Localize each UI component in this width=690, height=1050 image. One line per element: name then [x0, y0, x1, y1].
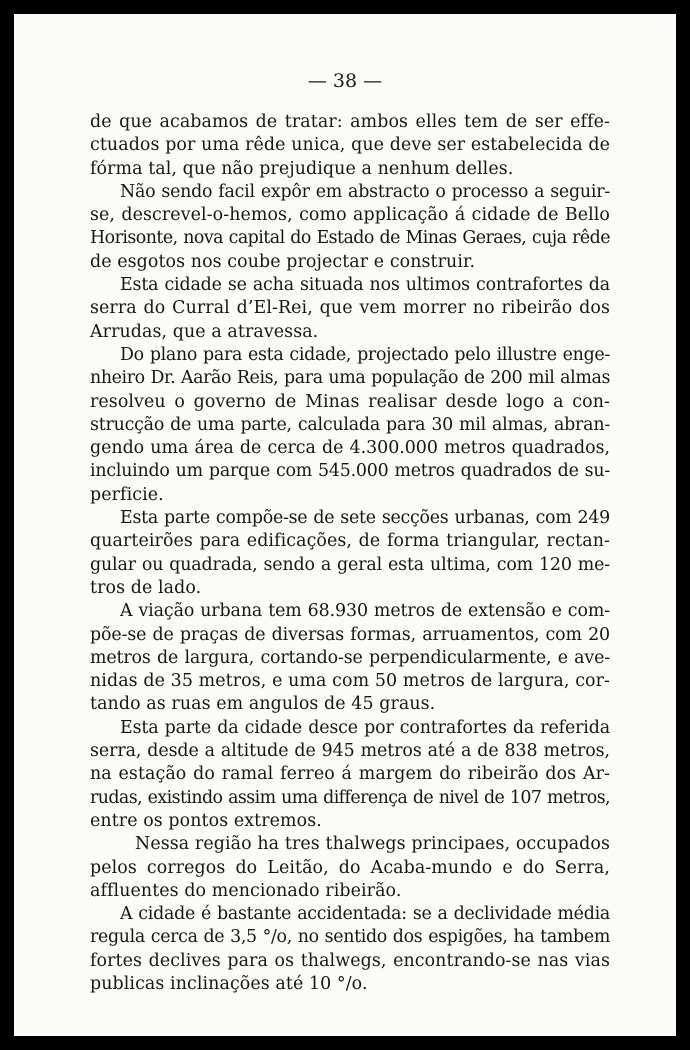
body-text: [90, 111, 610, 996]
text-line: perficie.: [90, 484, 164, 505]
text-line: Horisonte, nova capital do Estado de Minas Geraes, cuja rêde: [90, 228, 610, 249]
text-line: pelos corregos do Leitão, do Acaba-mundo e do Serra,: [90, 857, 610, 878]
text-line: gendo uma área de cerca de 4.300.000 metros quadrados,: [90, 438, 610, 459]
text-line: affluentes do mencionado ribeirão.: [90, 880, 402, 901]
text-line: de esgotos nos coube projectar e construir.: [90, 251, 476, 272]
text-line: fortes declives para os thalwegs, encontrando-se nas vias: [90, 950, 610, 971]
book-page: [14, 14, 676, 1036]
text-line: Não sendo facil expôr em abstracto o processo a seguir-: [120, 181, 610, 202]
text-line: Do plano para esta cidade, projectado pelo illustre enge-: [120, 344, 610, 365]
text-line: Esta parte da cidade desce por contrafortes da referida: [120, 717, 610, 738]
text-line: strucção de uma parte, calculada para 30 mil almas, abran-: [90, 414, 610, 435]
text-line: Esta parte compõe-se de sete secções urbanas, com 249: [120, 508, 610, 529]
text-line: nheiro Dr. Aarão Reis, para uma população de 200 mil almas: [90, 368, 610, 389]
text-line: fórma tal, que não prejudique a nenhum delles.: [90, 158, 514, 179]
text-line: se, descrevel-o-hemos, como applicação á cidade de Bello: [90, 205, 610, 226]
text-line: Esta cidade se acha situada nos ultimos contrafortes da: [120, 275, 610, 296]
text-line: regula cerca de 3,5 °/o, no sentido dos espigões, ha tambem: [90, 927, 610, 948]
page-number: — 38 —: [307, 70, 383, 92]
text-line: tando as ruas em angulos de 45 graus.: [90, 694, 436, 715]
text-line: A cidade é bastante accidentada: se a declividade média: [120, 904, 610, 925]
text-line: Nessa região ha tres thalwegs principaes, occupados: [135, 834, 610, 855]
text-line: gular ou quadrada, sendo a geral esta ultima, com 120 me-: [90, 554, 610, 575]
text-line: de que acabamos de tratar: ambos elles tem de ser effe-: [90, 112, 610, 132]
text-line: na estação do ramal ferreo á margem do ribeirão dos Ar-: [90, 764, 610, 785]
text-line: publicas inclinações até 10 °/o.: [90, 973, 368, 994]
text-line: põe-se de praças de diversas formas, arruamentos, com 20: [90, 624, 610, 645]
text-line: rudas, existindo assim uma differença de nivel de 107 metros,: [90, 787, 610, 808]
text-line: tros de lado.: [90, 577, 202, 598]
text-line: metros de largura, cortando-se perpendicularmente, e ave-: [90, 647, 610, 668]
text-line: Arrudas, que a atravessa.: [90, 321, 319, 342]
text-line: quarteirões para edificações, de forma triangular, rectan-: [90, 531, 610, 552]
text-line: nidas de 35 metros, e uma com 50 metros de largura, cor-: [90, 671, 610, 692]
text-line: serra do Curral d’El-Rei, que vem morrer no ribeirão dos: [90, 298, 610, 319]
text-line: serra, desde a altitude de 945 metros até a de 838 metros,: [90, 741, 610, 762]
text-line: resolveu o governo de Minas realisar desde logo a con-: [90, 391, 610, 412]
text-line: A viação urbana tem 68.930 metros de extensão e com-: [120, 601, 610, 622]
text-line: ctuados por uma rêde unica, que deve ser estabelecida de: [90, 135, 610, 156]
text-line: entre os pontos extremos.: [90, 810, 322, 831]
text-line: incluindo um parque com 545.000 metros quadrados de su-: [90, 461, 610, 482]
